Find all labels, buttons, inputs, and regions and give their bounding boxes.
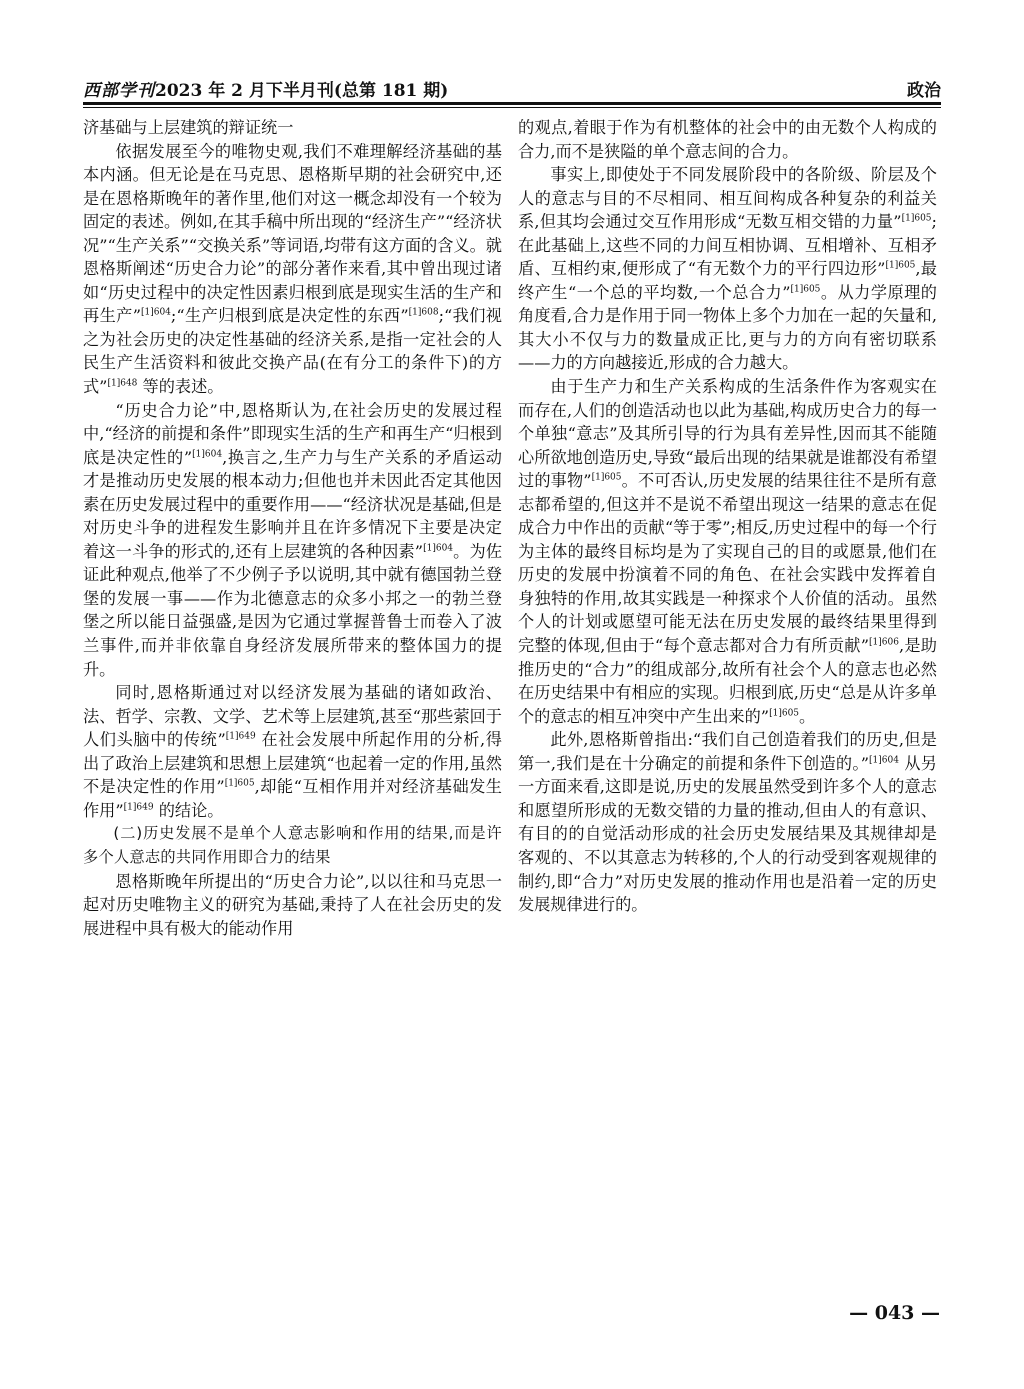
citation-marker: [1]649 <box>123 802 154 813</box>
citation-marker: [1]604 <box>192 449 223 460</box>
issue-label: 2023 年 2 月下半月刊(总第 181 期) <box>155 81 449 101</box>
citation-marker: [1]605 <box>790 284 821 295</box>
paragraph: 济基础与上层建筑的辩证统一 <box>83 118 294 137</box>
paragraph: 此外,恩格斯曾指出:“我们自己创造着我们的历史,但是第一,我们是在十分确定的前提和条件下创造的。”$^{[1]604}$ 从另一方面来看,这即是说,历史的发展虽然受到许多个人的意志和愿望所形成的无数交错的力量的推动,但由人的有意识、有目的的自觉活动形成的社会历史发展结果及其规律却是客观的、不以其意志为转移的,个人的行动受到客观规律的制约,即“合力”对历史发展的推动作用也是沿着一定的历史发展规律进行的。 <box>518 730 937 915</box>
citation-marker: [1]608 <box>408 307 439 318</box>
journal-logo: 西部学刊 <box>83 81 155 101</box>
paragraph: 恩格斯晚年所提出的“历史合力论”,以以往和马克思一起对历史唯物主义的研究为基础,秉持了人在社会历史的发展进程中具有极大的能动作用 <box>83 871 502 938</box>
citation-marker: [1]605 <box>901 213 932 224</box>
right-column <box>518 116 937 917</box>
citation-marker: [1]606 <box>869 637 899 648</box>
citation-marker: [1]605 <box>885 260 916 271</box>
header-rule-thin <box>83 107 941 108</box>
paragraph: 同时,恩格斯通过对以经济发展为基础的诸如政治、法、哲学、宗教、文学、艺术等上层建筑,甚至“那些萦回于人们头脑中的传统”$^{[1]649}$ 在社会发展中所起作用的分析,得出了政治上层建筑和思想上层建筑“也起着一定的作用,虽然不是决定性的作用”$^{[1]605}$,却能“互相作用并对经济基础发生作用”$^{[1]649}$ 的结论。 <box>83 683 502 820</box>
section-label: 政治 <box>907 81 941 101</box>
paragraph: “历史合力论”中,恩格斯认为,在社会历史的发展过程中,“经济的前提和条件”即现实生活的生产和再生产“归根到底是决定性的”$^{[1]604}$,换言之,生产力与生产关系的矛盾运动才是推动历史发展的根本动力;但他也并未因此否定其他因素在历史发展过程中的重要作用——“经济状况是基础,但是对历史斗争的进程发生影响并且在许多情况下主要是决定着这一斗争的形式的,还有上层建筑的各种因素”$^{[1]604}$。为佐证此种观点,他举了不少例子予以说明,其中就有德国勃兰登堡的发展一事——作为北德意志的众多小邦之一的勃兰登堡之所以能日益强盛,是因为它通过掌握普鲁士而卷入了波兰事件,而并非依靠自身经济发展所带来的整体国力的提升。 <box>83 400 503 679</box>
citation-marker: [1]605 <box>591 472 622 483</box>
citation-marker: [1]605 <box>769 708 800 719</box>
citation-marker: [1]648 <box>107 378 138 389</box>
paragraph: 事实上,即使处于不同发展阶段中的各阶级、阶层及个人的意志与目的不尽相同、相互间构成各种复杂的利益关系,但其均会通过交互作用形成“无数互相交错的力量”$^{[1]605}$;在此基础上,这些不同的力间互相协调、互相增补、互相矛盾、互相约束,便形成了“有无数个力的平行四边形”$^{[1]605}$,最终产生“一个总的平均数,一个总合力”$^{[1]605}$。从力学原理的角度看,合力是作用于同一物体上多个力加在一起的矢量和,其大小不仅与力的数量成正比,更与力的方向有密切联系——力的方向越接近,形成的合力越大。 <box>518 165 937 373</box>
running-header <box>83 70 941 106</box>
citation-marker: [1]604 <box>869 755 899 766</box>
citation-marker: [1]605 <box>224 778 255 789</box>
citation-marker: [1]604 <box>140 307 171 318</box>
journal-issue <box>83 76 448 101</box>
paragraph: 依据发展至今的唯物史观,我们不难理解经济基础的基本内涵。但无论是在马克思、恩格斯早期的社会研究中,还是在恩格斯晚年的著作里,他们对这一概念却没有一个较为固定的表述。例如,在其手稿中所出现的“经济生产”“经济状况”“生产关系”“交换关系”等词语,均带有这方面的含义。就恩格斯阐述“历史合力论”的部分著作来看,其中曾出现过诸如“历史过程中的决定性因素归根到底是现实生活的生产和再生产”$^{[1]604}$;“生产归根到底是决定性的东西”$^{[1]608}$;“我们视之为社会历史的决定性基础的经济关系,是指一定社会的人民生产生活资料和彼此交换产品(在有分工的条件下)的方式”$^{[1]648}$ 等的表述。 <box>83 141 502 397</box>
page-number: — 043 — <box>849 1302 940 1324</box>
subsection-heading: (二)历史发展不是单个人意志影响和作用的结果,而是许多个人意志的共同作用即合力的结果 <box>83 824 502 866</box>
citation-marker: [1]649 <box>225 731 256 742</box>
citation-marker: [1]604 <box>423 543 454 554</box>
left-column <box>83 116 502 940</box>
header-rule <box>83 102 941 105</box>
paragraph: 由于生产力和生产关系构成的生活条件作为客观实在而存在,人们的创造活动也以此为基础,构成历史合力的每一个单独“意志”及其所引导的行为具有差异性,因而其不能随心所欲地创造历史,导致“最后出现的结果就是谁都没有希望过的事物”$^{[1]605}$。不可否认,历史发展的结果往往不是所有意志都希望的,但这并不是说不希望出现这一结果的意志在促成合力中作出的贡献“等于零”;相反,历史过程中的每一个行为主体的最终目标均是为了实现自己的目的或愿景,他们在历史的发展中扮演着不同的角色、在社会实践中发挥着自身独特的作用,故其实践是一种探求个人价值的活动。虽然个人的计划或愿望可能无法在历史发展的最终结果里得到完整的体现,但由于“每个意志都对合力有所贡献”$^{[1]606}$,是助推历史的“合力”的组成部分,故所有社会个人的意志也必然在历史结果中有相应的实现。归根到底,历史“总是从许多单个的意志的相互冲突中产生出来的”$^{[1]605}$。 <box>518 377 937 726</box>
paragraph: 的观点,着眼于作为有机整体的社会中的由无数个人构成的合力,而不是狭隘的单个意志间的合力。 <box>518 118 937 161</box>
